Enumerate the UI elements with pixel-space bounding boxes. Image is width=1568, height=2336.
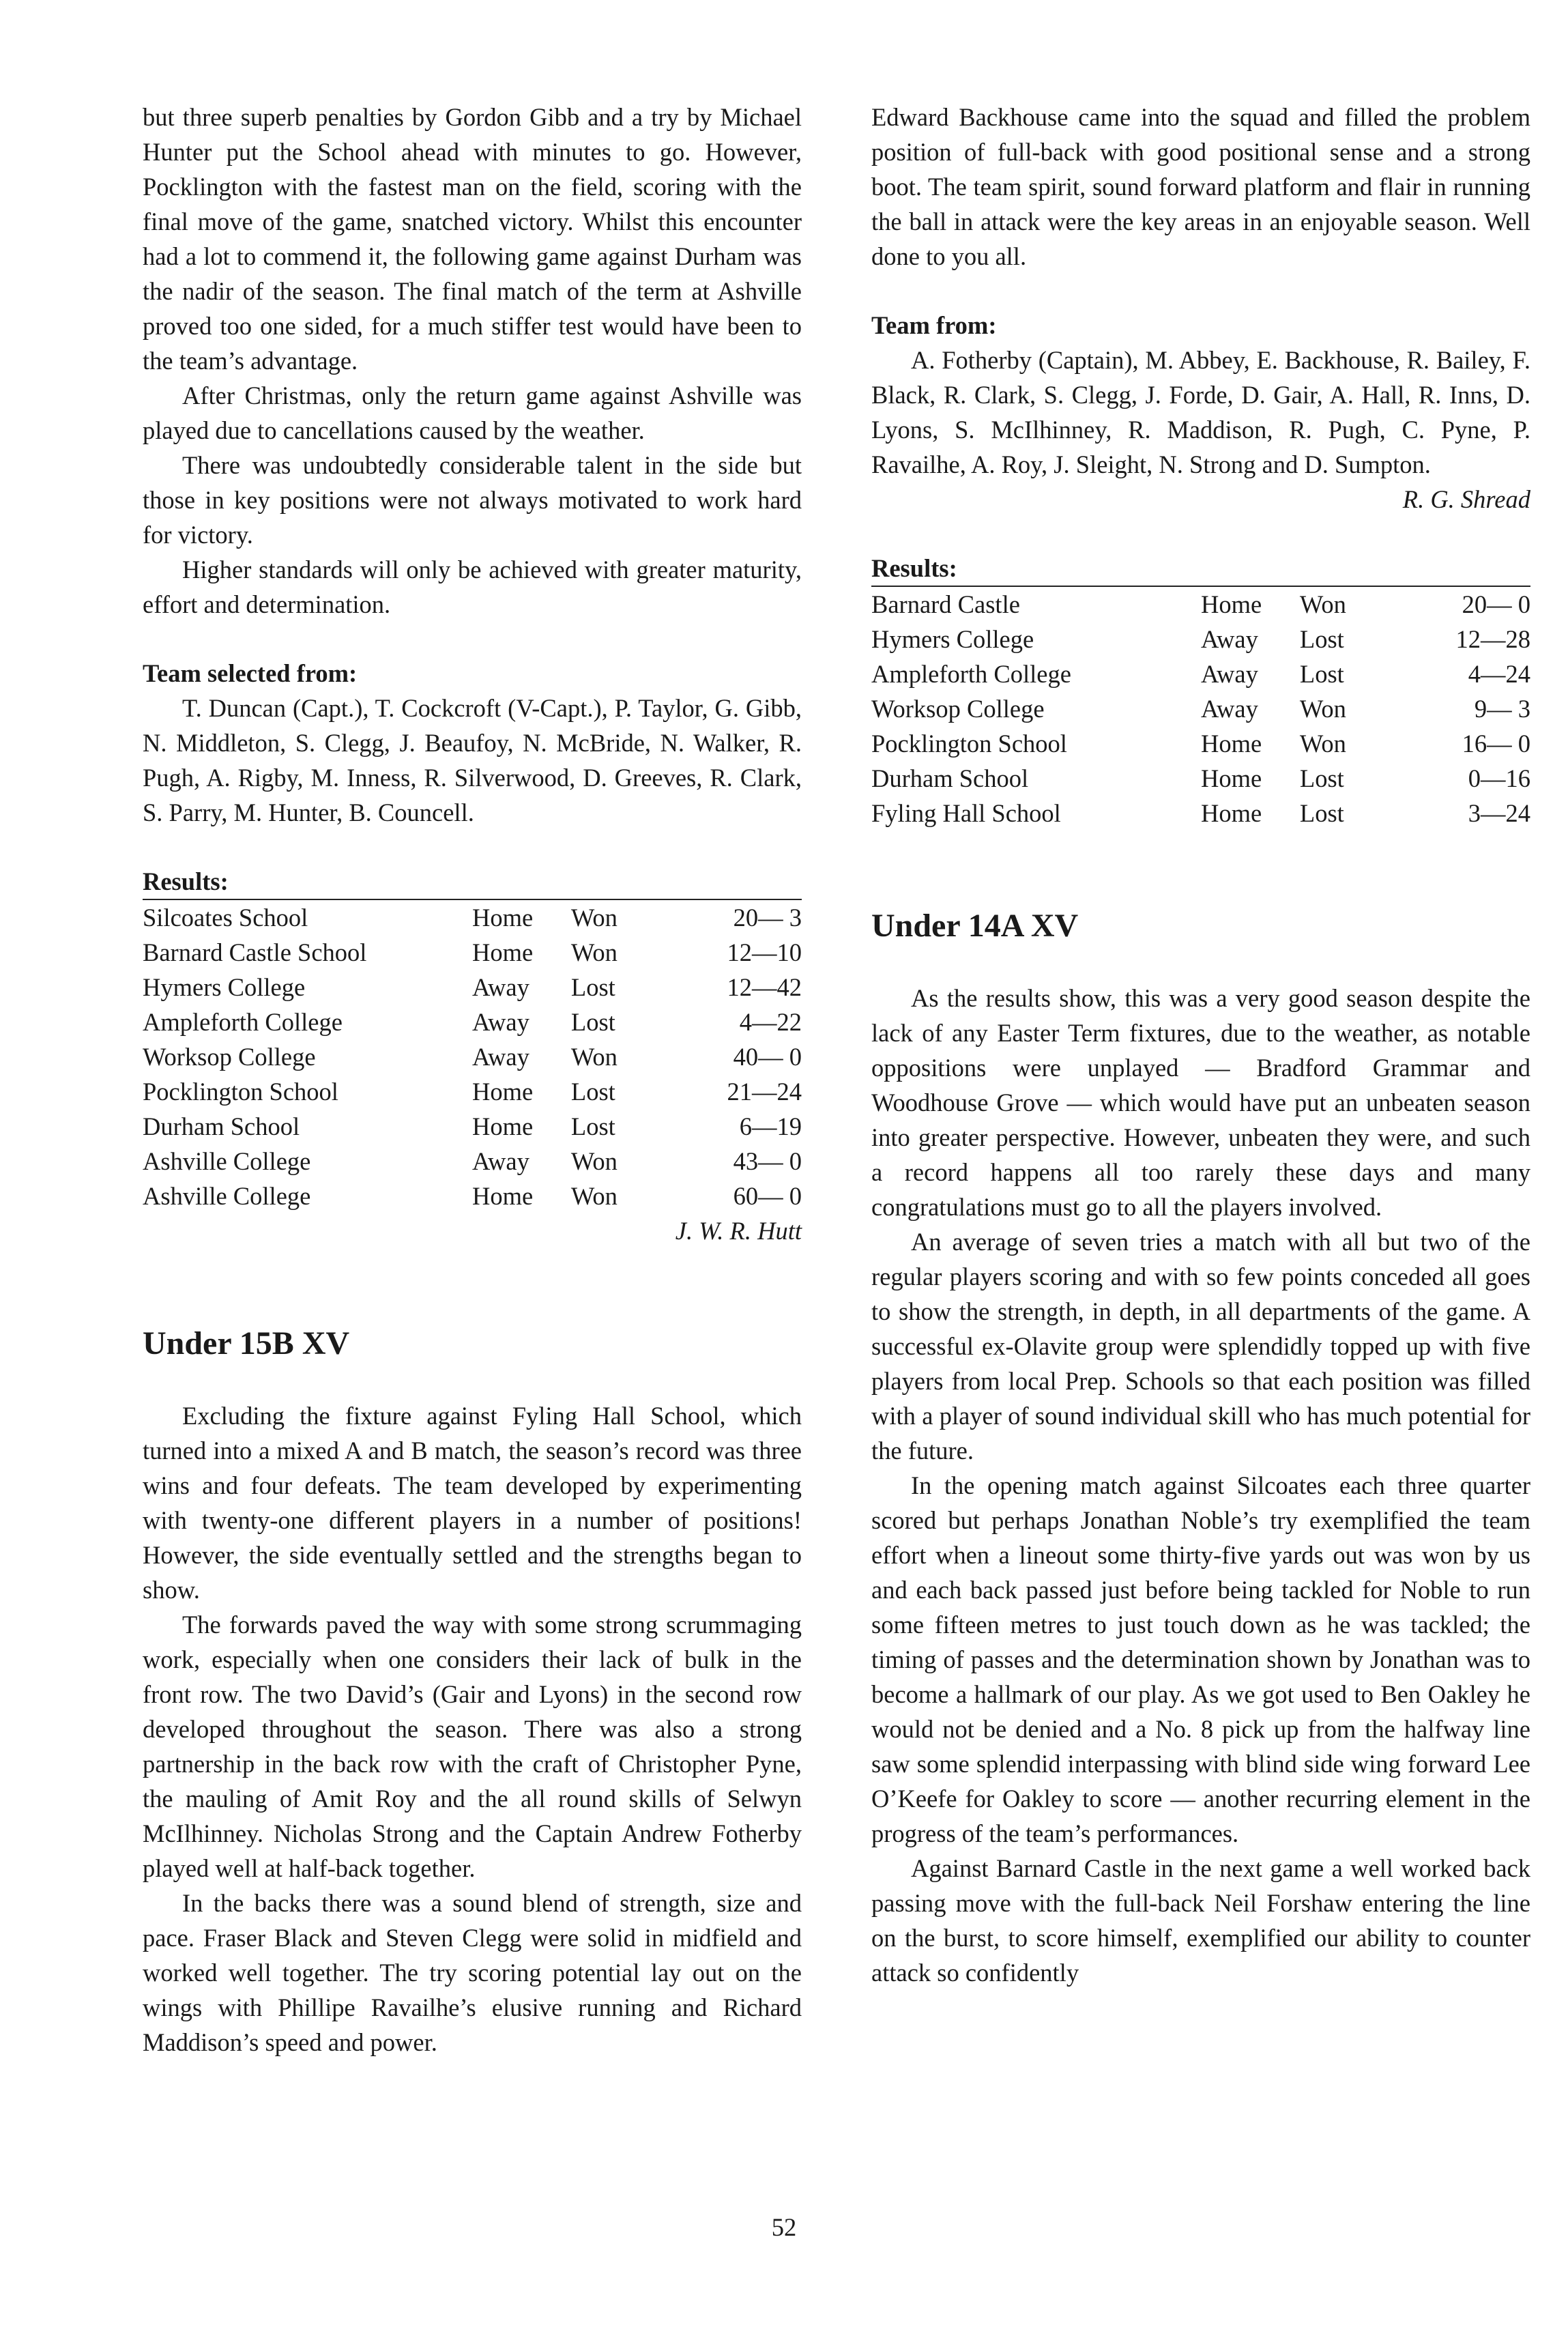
venue: Away xyxy=(472,1008,529,1036)
score: 43— 0 xyxy=(733,1147,802,1175)
opponent: Fyling Hall School xyxy=(871,799,1061,827)
paragraph: As the results show, this was a very good season despite the lack of any Easter Term fixtures, due to the weather, as notable oppositions were unplayed — Bradford Grammar and Woodhouse Grove — which would have put an unbeaten season into greater perspective. However, unbeaten they were, and such a record happens all too rarely these days and many congratulations must go to all the players involved. xyxy=(871,984,1530,1221)
team-heading: Team selected from: xyxy=(143,659,358,687)
opponent: Barnard Castle xyxy=(871,590,1020,618)
paragraph: but three superb penalties by Gordon Gibb and a try by Michael Hunter put the School ahead with minutes to go. However, Pocklington with the fastest man on the field, scoring with the final move of the game, snatched victory. Whilst this encounter had a lot to commend it, the following game against Durham was the nadir of the season. The final match of the term at Ashville proved too one sided, for a much stiffer test would have been to the team’s advantage. xyxy=(143,103,802,375)
result: Lost xyxy=(570,1078,615,1106)
team-heading: Team from: xyxy=(871,311,997,339)
table-row xyxy=(143,1109,802,1144)
paragraph: Excluding the fixture against Fyling Hall School, which turned into a mixed A and B match, the season’s record was three wins and four defeats. The team developed by experimenting with twenty-one different players in a number of positions! However, the side eventually settled and the strengths began to show. xyxy=(143,1402,802,1604)
score: 6—19 xyxy=(739,1112,802,1140)
result: Won xyxy=(1299,730,1346,758)
score: 20— 0 xyxy=(1462,590,1530,618)
result: Won xyxy=(570,938,618,966)
result: Lost xyxy=(570,973,615,1001)
table-row xyxy=(143,1144,802,1179)
paragraph: There was undoubtedly considerable talent in the side but those in key positions were not always motivated to work hard for victory. xyxy=(143,451,802,549)
opponent: Ashville College xyxy=(143,1182,311,1210)
paragraph: In the backs there was a sound blend of strength, size and pace. Fraser Black and Steven Clegg were solid in midfield and worked well together. The try scoring potential lay out on the wings with Phillipe Ravailhe’s elusive running and Richard Maddison’s speed and power. xyxy=(143,1889,802,2056)
table-row xyxy=(143,1039,802,1074)
table-row xyxy=(871,691,1530,726)
venue: Home xyxy=(472,904,534,932)
opponent: Barnard Castle School xyxy=(143,938,367,966)
result: Won xyxy=(570,1182,618,1210)
venue: Away xyxy=(1201,695,1258,723)
results-table xyxy=(143,900,802,1213)
paragraph: Higher standards will only be achieved with greater maturity, effort and determination. xyxy=(143,556,802,618)
opponent: Worksop College xyxy=(871,695,1045,723)
table-row xyxy=(143,900,802,935)
venue: Away xyxy=(1201,625,1258,653)
result: Lost xyxy=(1299,799,1344,827)
venue: Home xyxy=(472,938,534,966)
opponent: Pocklington School xyxy=(871,730,1067,758)
opponent: Ampleforth College xyxy=(871,660,1071,688)
venue: Home xyxy=(472,1112,534,1140)
paragraph: In the opening match against Silcoates each three quarter scored but perhaps Jonathan Noble’s try exemplified the team effort when a lineout some thirty-five yards out was won by us and each back passed just before being tackled for Noble to run some fifteen metres to just touch down as he was tackled; the timing of passes and the determination shown by Jonathan was to become a hallmark of our play. As we got used to Ben Oakley he would not be denied and a No. 8 pick up from the halfway line saw some splendid interpassing with blind side wing forward Lee O’Keefe for Oakley to score — another recurring element in the progress of the team’s performances. xyxy=(871,1471,1530,1847)
result: Lost xyxy=(1299,660,1344,688)
table-row xyxy=(143,1074,802,1109)
venue: Away xyxy=(472,973,529,1001)
venue: Home xyxy=(1201,764,1262,792)
result: Lost xyxy=(570,1008,615,1036)
score: 4—22 xyxy=(739,1008,802,1036)
score: 40— 0 xyxy=(733,1043,802,1071)
left-column xyxy=(143,100,802,2060)
table-row xyxy=(143,935,802,970)
score: 12—42 xyxy=(727,973,802,1001)
table-row xyxy=(871,726,1530,761)
result: Lost xyxy=(1299,625,1344,653)
venue: Home xyxy=(472,1078,534,1106)
score: 4—24 xyxy=(1468,660,1530,688)
opponent: Hymers College xyxy=(871,625,1034,653)
result: Won xyxy=(1299,695,1346,723)
score: 0—16 xyxy=(1468,764,1530,792)
opponent: Durham School xyxy=(871,764,1029,792)
paragraph: Against Barnard Castle in the next game a well worked back passing move with the full-back Neil Forshaw entering the line on the burst, to score himself, exemplified our ability to counter attack so confidently xyxy=(871,1854,1530,1987)
page-number: 52 xyxy=(771,2213,797,2241)
score: 9— 3 xyxy=(1474,695,1530,723)
score: 12—10 xyxy=(727,938,802,966)
opponent: Hymers College xyxy=(143,973,306,1001)
right-column xyxy=(871,100,1530,1990)
score: 3—24 xyxy=(1468,799,1530,827)
table-row xyxy=(871,796,1530,831)
opponent: Worksop College xyxy=(143,1043,316,1071)
opponent: Silcoates School xyxy=(143,904,308,932)
table-row xyxy=(143,1179,802,1213)
result: Won xyxy=(570,1043,618,1071)
team-list: A. Fotherby (Captain), M. Abbey, E. Backhouse, R. Bailey, F. Black, R. Clark, S. Clegg, J. Forde, D. Gair, A. Hall, R. Inns, D. Lyons, S. McIlhinney, R. Maddison, R. Pugh, C. Pyne, P. Ravailhe, A. Roy, J. Sleight, N. Strong and D. Sumpton. xyxy=(871,346,1530,478)
score: 12—28 xyxy=(1455,625,1530,653)
score: 20— 3 xyxy=(733,904,802,932)
table-row xyxy=(871,587,1530,622)
result: Lost xyxy=(1299,764,1344,792)
results-table xyxy=(871,587,1530,831)
table-row xyxy=(871,761,1530,796)
result: Lost xyxy=(570,1112,615,1140)
table-row xyxy=(871,657,1530,691)
result: Won xyxy=(570,1147,618,1175)
opponent: Ashville College xyxy=(143,1147,311,1175)
venue: Home xyxy=(1201,730,1262,758)
venue: Home xyxy=(1201,590,1262,618)
score: 60— 0 xyxy=(733,1182,802,1210)
venue: Home xyxy=(472,1182,534,1210)
table-row xyxy=(143,1005,802,1039)
paragraph: The forwards paved the way with some strong scrummaging work, especially when one considers their lack of bulk in the front row. The two David’s (Gair and Lyons) in the second row developed throughout the season. There was also a strong partnership in the back row with the craft of Christopher Pyne, the mauling of Amit Roy and the all round skills of Selwyn McIlhinney. Nicholas Strong and the Captain Andrew Fotherby played well at half-back together. xyxy=(143,1611,802,1882)
venue: Away xyxy=(1201,660,1258,688)
venue: Away xyxy=(472,1147,529,1175)
venue: Away xyxy=(472,1043,529,1071)
team-signature: R. G. Shread xyxy=(1402,485,1530,513)
section-title: Under 15B XV xyxy=(143,1325,350,1361)
results-heading: Results: xyxy=(871,554,957,582)
opponent: Pocklington School xyxy=(143,1078,338,1106)
intro-text xyxy=(143,100,802,622)
table-row xyxy=(143,970,802,1005)
result: Won xyxy=(1299,590,1346,618)
result: Won xyxy=(570,904,618,932)
venue: Home xyxy=(1201,799,1262,827)
opponent: Durham School xyxy=(143,1112,300,1140)
paragraph: After Christmas, only the return game against Ashville was played due to cancellations caused by the weather. xyxy=(143,381,802,444)
results-heading: Results: xyxy=(143,867,229,895)
score: 16— 0 xyxy=(1462,730,1530,758)
team-list: T. Duncan (Capt.), T. Cockcroft (V-Capt.), P. Taylor, G. Gibb, N. Middleton, S. Clegg, J. Beaufoy, N. McBride, N. Walker, R. Pugh, A. Rigby, M. Inness, R. Silverwood, D. Greeves, R. Clark, S. Parry, M. Hunter, B. Councell. xyxy=(143,694,802,826)
results-signature: J. W. R. Hutt xyxy=(675,1217,802,1245)
opponent: Ampleforth College xyxy=(143,1008,343,1036)
section-title: Under 14A XV xyxy=(871,908,1079,944)
table-row xyxy=(871,622,1530,657)
paragraph: Edward Backhouse came into the squad and filled the problem position of full-back with good positional sense and a strong boot. The team spirit, sound forward platform and flair in running the ball in attack were the key areas in an enjoyable season. Well done to you all. xyxy=(871,103,1530,270)
score: 21—24 xyxy=(727,1078,802,1106)
paragraph: An average of seven tries a match with all but two of the regular players scoring and with so few points conceded all goes to show the strength, in depth, in all departments of the game. A successful ex-Olavite group were splendidly topped up with five players from local Prep. Schools so that each position was filled with a player of sound individual skill who has much potential for the future. xyxy=(871,1228,1530,1465)
